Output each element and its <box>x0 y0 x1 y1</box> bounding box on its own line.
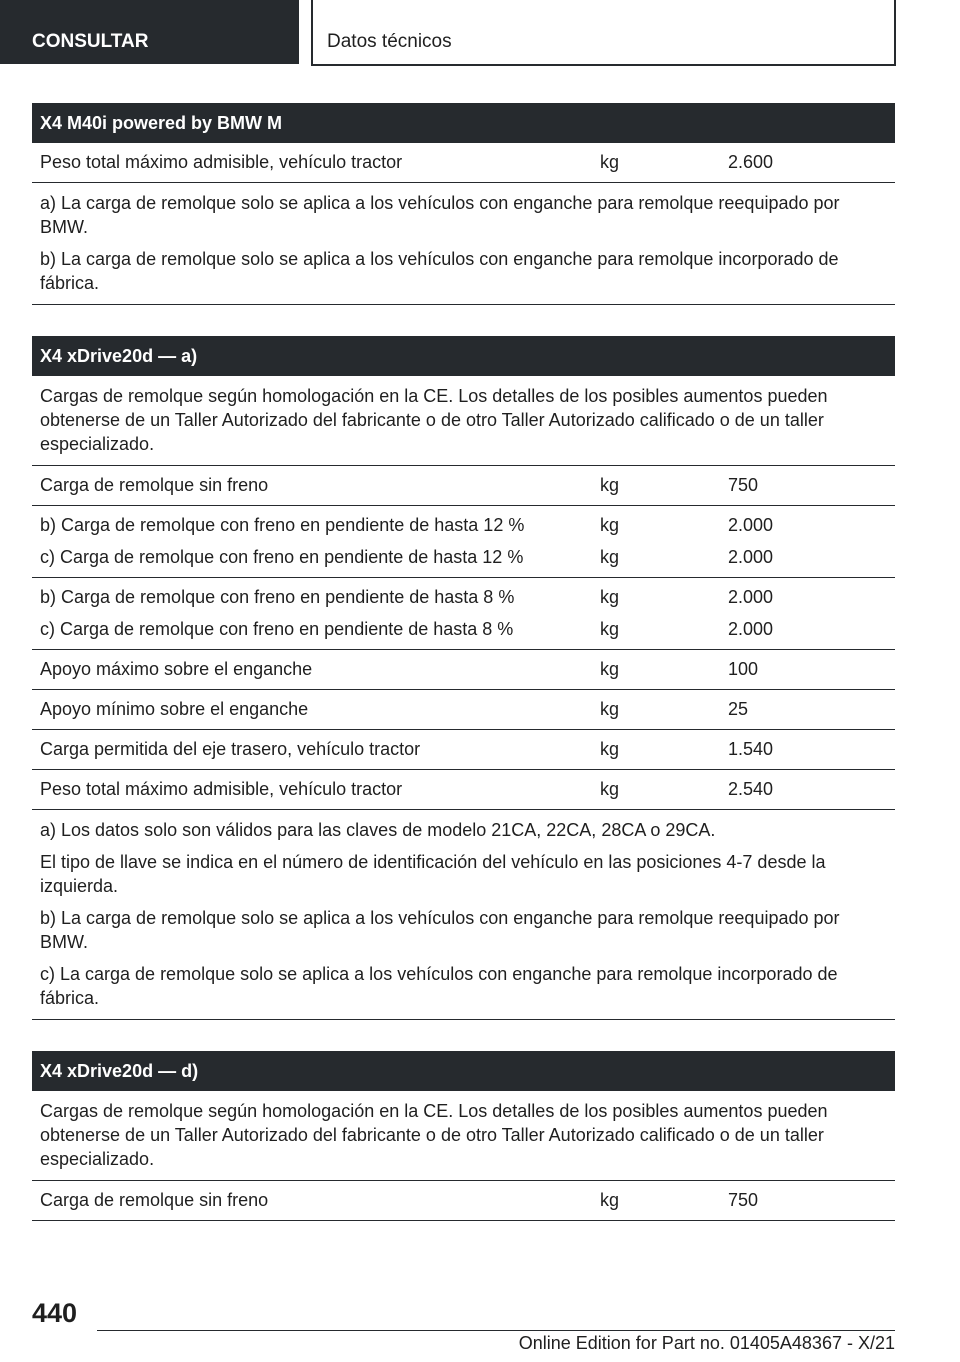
row-unit <box>600 581 728 645</box>
table-row <box>32 506 895 578</box>
row-unit-line: kg <box>600 547 620 567</box>
page-number: 440 <box>32 1298 78 1328</box>
row-unit: kg <box>600 699 620 719</box>
intro-text: Cargas de remolque según homologación en la CE. Los detalles de los posibles aumentos pueden obtenerse de un Taller Autorizado del fabricante o de otro Taller Autorizado calificado o de un taller especializado. <box>40 386 828 454</box>
row-description: Carga de remolque sin freno <box>40 475 269 495</box>
row-value: 100 <box>728 659 759 679</box>
row-value-line: 2.000 <box>728 547 774 567</box>
row-unit: kg <box>600 739 620 759</box>
footnote: b) La carga de remolque solo se aplica a los vehículos con enganche para remolque incorporado de fábrica. <box>40 249 839 293</box>
footnote: b) La carga de remolque solo se aplica a los vehículos con enganche para remolque reequipado por BMW. <box>40 908 840 952</box>
row-unit-line: kg <box>600 587 620 607</box>
footer-divider <box>97 1330 895 1331</box>
row-description: Carga de remolque sin freno <box>40 1190 269 1210</box>
footnote: c) La carga de remolque solo se aplica a los vehículos con enganche para remolque incorporado de fábrica. <box>40 964 838 1008</box>
footnote: El tipo de llave se indica en el número de identificación del vehículo en las posiciones 4-7 desde la izquierda. <box>40 852 826 896</box>
table-row <box>32 466 895 506</box>
table-row <box>32 770 895 810</box>
row-value: 750 <box>728 1190 759 1210</box>
row-description: Apoyo máximo sobre el enganche <box>40 659 313 679</box>
row-value <box>728 581 895 645</box>
table-title-x4-xdrive20d-a: X4 xDrive20d — a) <box>32 336 895 376</box>
row-value: 2.600 <box>728 152 774 172</box>
row-description-line: c) Carga de remolque con freno en pendiente de hasta 8 % <box>40 619 514 639</box>
table-row <box>32 143 895 183</box>
intro-text: Cargas de remolque según homologación en la CE. Los detalles de los posibles aumentos pueden obtenerse de un Taller Autorizado del fabricante o de otro Taller Autorizado calificado o de un taller especializado. <box>40 1101 828 1169</box>
table-title-x4-xdrive20d-d: X4 xDrive20d — d) <box>32 1051 895 1091</box>
table-title-x4-m40i: X4 M40i powered by BMW M <box>32 103 895 143</box>
row-description <box>32 509 600 573</box>
row-unit: kg <box>600 779 620 799</box>
table-row <box>32 690 895 730</box>
row-value <box>728 509 895 573</box>
row-unit <box>600 509 728 573</box>
footnote: a) La carga de remolque solo se aplica a los vehículos con enganche para remolque reequipado por BMW. <box>40 193 840 237</box>
table-intro <box>32 376 895 466</box>
table-notes <box>32 183 895 305</box>
table-row <box>32 730 895 770</box>
table-row <box>32 650 895 690</box>
row-description <box>32 581 600 645</box>
row-unit: kg <box>600 152 620 172</box>
table-row <box>32 578 895 650</box>
row-description: Apoyo mínimo sobre el enganche <box>40 699 309 719</box>
row-unit: kg <box>600 475 620 495</box>
table-intro <box>32 1091 895 1181</box>
row-value: 1.540 <box>728 739 774 759</box>
row-value: 25 <box>728 699 749 719</box>
row-value-line: 2.000 <box>728 619 774 639</box>
table-notes <box>32 810 895 1020</box>
row-description-line: b) Carga de remolque con freno en pendiente de hasta 12 % <box>40 515 525 535</box>
row-description: Carga permitida del eje trasero, vehículo tractor <box>40 739 421 759</box>
content <box>32 103 895 1221</box>
footnote: a) Los datos solo son válidos para las claves de modelo 21CA, 22CA, 28CA o 29CA. <box>40 820 716 840</box>
row-description-line: b) Carga de remolque con freno en pendiente de hasta 8 % <box>40 587 515 607</box>
row-value-line: 2.000 <box>728 515 774 535</box>
table-row <box>32 1181 895 1221</box>
row-description-line: c) Carga de remolque con freno en pendiente de hasta 12 % <box>40 547 524 567</box>
row-unit-line: kg <box>600 515 620 535</box>
row-unit: kg <box>600 659 620 679</box>
row-value: 2.540 <box>728 779 774 799</box>
row-value-line: 2.000 <box>728 587 774 607</box>
row-value: 750 <box>728 475 759 495</box>
row-unit-line: kg <box>600 619 620 639</box>
section-title: Datos técnicos <box>311 0 896 66</box>
row-description: Peso total máximo admisible, vehículo tractor <box>40 152 403 172</box>
consultar-tab[interactable]: CONSULTAR <box>0 0 299 64</box>
footer-edition-text: Online Edition for Part no. 01405A48367 - X/21 <box>518 1333 895 1353</box>
row-unit: kg <box>600 1190 620 1210</box>
row-description: Peso total máximo admisible, vehículo tractor <box>40 779 403 799</box>
